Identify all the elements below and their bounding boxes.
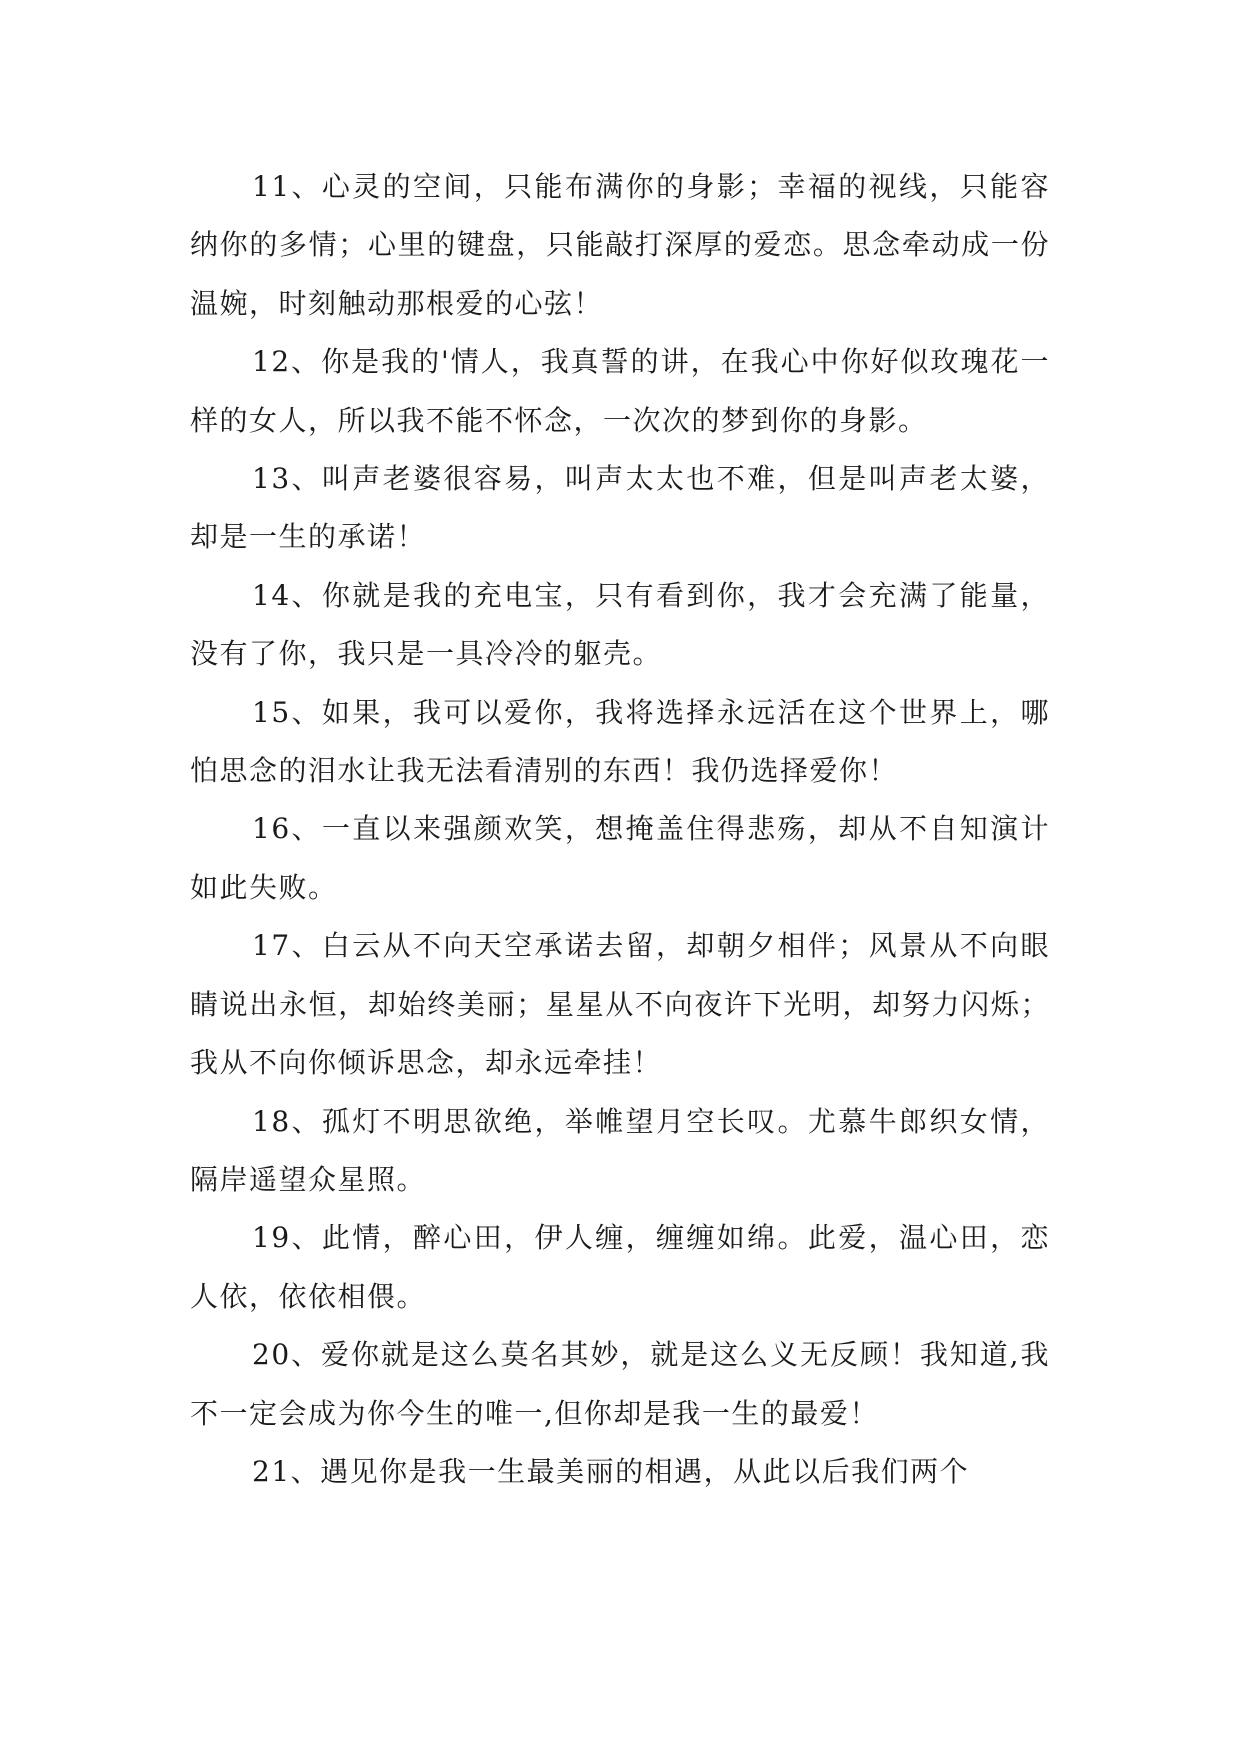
paragraph-18: 18、孤灯不明思欲绝，举帷望月空长叹。尤慕牛郎织女情，隔岸遥望众星照。 <box>190 1104 1050 1196</box>
paragraph-14: 14、你就是我的充电宝，只有看到你，我才会充满了能量，没有了你，我只是一具冷冷的躯壳。 <box>190 578 1050 671</box>
paragraph-20: 20、爱你就是这么莫名其妙，就是这么义无反顾！我知道,我不一定会成为你今生的唯一,但你却是我一生的最爱！ <box>190 1338 1050 1430</box>
paragraph-17: 17、白云从不向天空承诺去留，却朝夕相伴；风景从不向眼睛说出永恒，却始终美丽；星星从不向夜许下光明，却努力闪烁；我从不向你倾诉思念，却永远牵挂！ <box>190 929 1050 1080</box>
document-body <box>190 158 1050 1501</box>
paragraph-13: 13、叫声老婆很容易，叫声太太也不难，但是叫声老太婆，却是一生的承诺！ <box>190 462 1050 554</box>
paragraph-11: 11、心灵的空间，只能布满你的身影；幸福的视线，只能容纳你的多情；心里的键盘，只能敲打深厚的爱恋。思念牵动成一份温婉，时刻触动那根爱的心弦！ <box>190 170 1050 320</box>
paragraph-21: 21、遇见你是我一生最美丽的相遇，从此以后我们两个 <box>252 1454 970 1488</box>
paragraph-15: 15、如果，我可以爱你，我将选择永远活在这个世界上，哪怕思念的泪水让我无法看清别的东西！我仍选择爱你！ <box>190 695 1050 788</box>
paragraph-12: 12、你是我的'情人，我真誓的讲，在我心中你好似玫瑰花一样的女人，所以我不能不怀念，一次次的梦到你的身影。 <box>190 345 1050 437</box>
paragraph-19: 19、此情，醉心田，伊人缠，缠缠如绵。此爱，温心田，恋人依，依依相偎。 <box>190 1221 1050 1313</box>
paragraph-16: 16、一直以来强颜欢笑，想掩盖住得悲殇，却从不自知演计如此失败。 <box>190 812 1050 904</box>
